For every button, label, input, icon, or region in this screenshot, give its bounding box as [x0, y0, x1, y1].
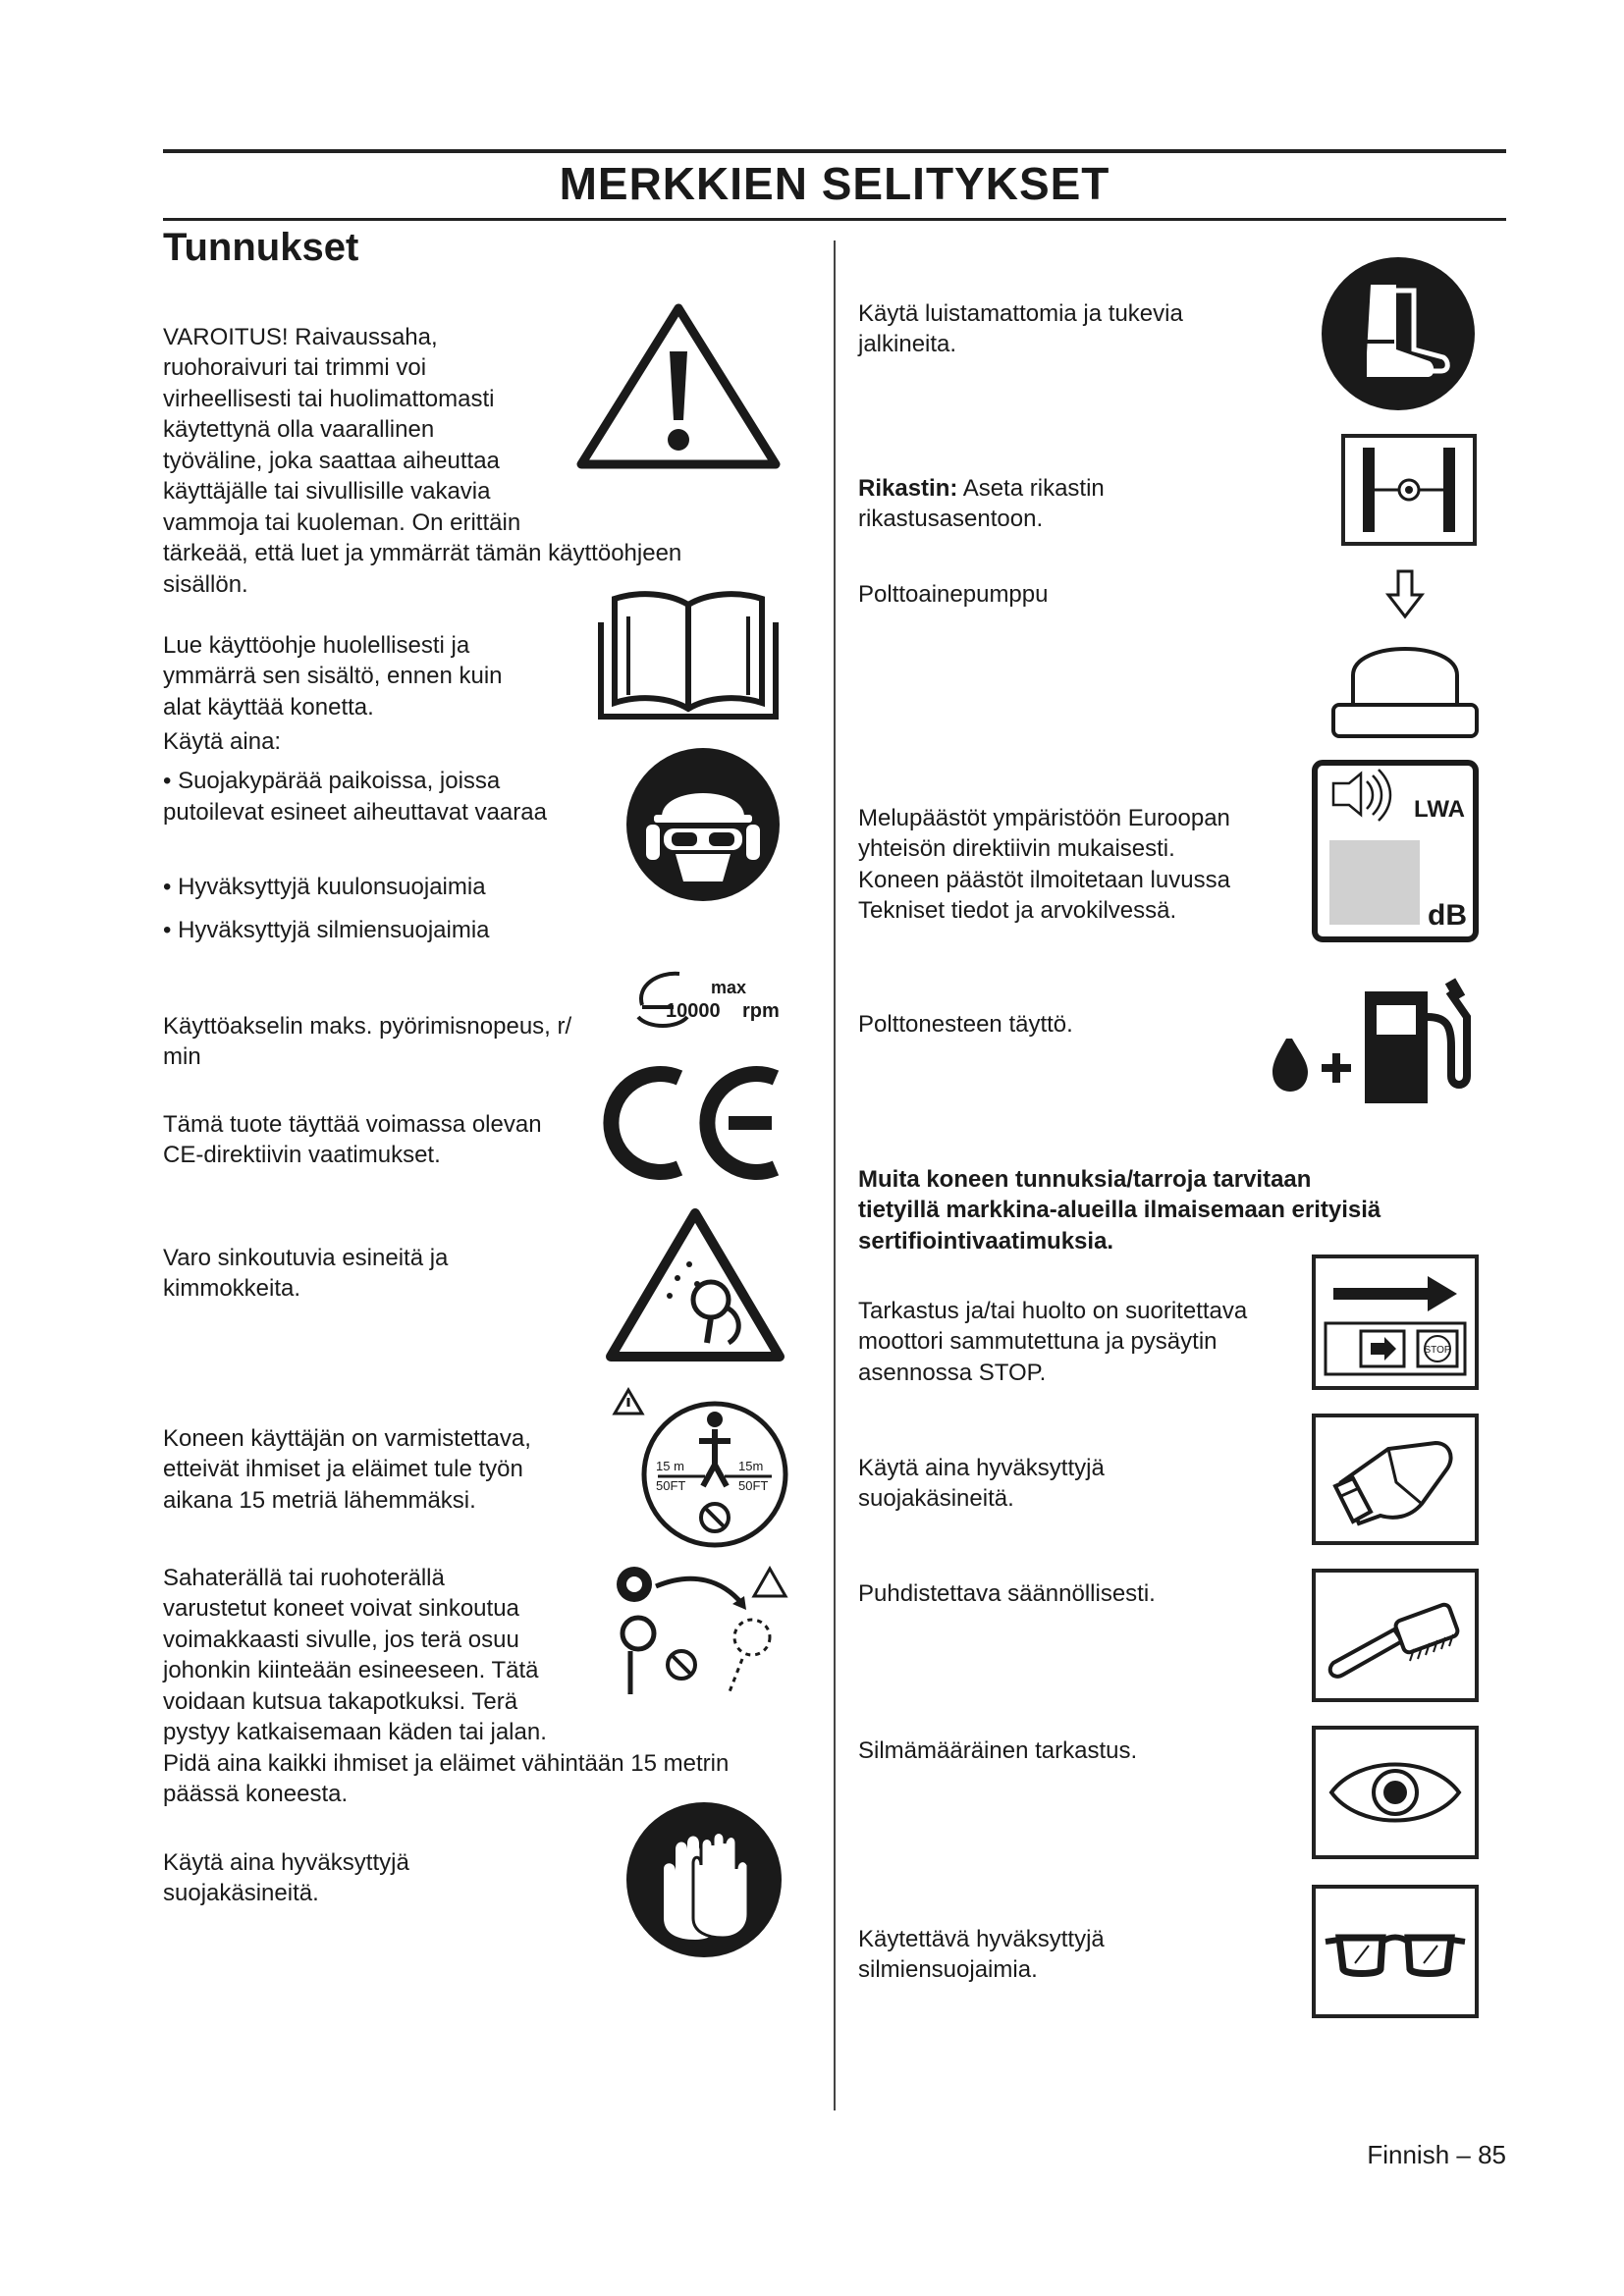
choke-icon — [1341, 434, 1477, 546]
visual-check-text: Silmämääräinen tarkastus. — [858, 1737, 1138, 1764]
glove-box-icon — [1312, 1414, 1479, 1545]
boots-icon — [1320, 255, 1477, 412]
section-heading: Tunnukset — [163, 226, 359, 269]
column-divider — [834, 240, 836, 2110]
manual-text: Lue käyttöohje huolellisesti ja ymmärrä sen sisältö, ennen kuin alat käyttää konetta. — [163, 631, 503, 721]
distance-m-right: 15m — [738, 1459, 764, 1473]
noise-text: Melupäästöt ympäristöön Euroopan yhteisön direktiivin mukaisesti. Koneen päästöt ilmoitetaan luvussa Tekniset tiedot ja arvokilvessä. — [858, 804, 1230, 924]
page-title: MERKKIEN SELITYKSET — [559, 158, 1110, 209]
distance-m-left: 15 m — [656, 1459, 684, 1473]
top-rule — [163, 149, 1506, 153]
ce-mark-icon — [609, 1064, 785, 1182]
thrown-objects-icon — [605, 1205, 785, 1362]
boots-text: Käytä luistamattomia ja tukevia jalkineita. — [858, 299, 1183, 357]
stop-label: STOP — [1424, 1345, 1451, 1356]
lwa-label: LWA — [1414, 796, 1465, 823]
eye-protection-text: Käytettävä hyväksyttyjä silmiensuojaimia. — [858, 1925, 1105, 1983]
kickback-text: Sahaterällä tai ruohoterällä varustetut koneet voivat sinkoutua voimakkaasti sivulle, jos terä osuu johonkin kiinteään esineeseen. Tätä voidaan kutsua takapotkuksi. Terä pystyy katkaisemaan käden tai jalan. Pidä aina kaikki ihmiset ja eläimet vähintään 15 metrin päässä koneesta. — [163, 1564, 730, 1807]
eye-icon — [1312, 1726, 1479, 1859]
rpm-unit: rpm — [742, 1000, 780, 1022]
stop-check-text: Tarkastus ja/tai huolto on suoritettava moottori sammutettuna ja pysäytin asennossa STOP. — [858, 1297, 1248, 1386]
title-underline — [163, 218, 1506, 221]
max-speed-text: Käyttöakselin maks. pyörimisnopeus, r/ min — [163, 1012, 572, 1070]
max-label: max — [711, 978, 747, 997]
protective-gear-icon — [624, 746, 782, 903]
market-note: Muita koneen tunnuksia/tarroja tarvitaan tietyillä markkina-alueilla ilmaisemaan erityisiä sertifiointivaatimuksia. — [858, 1165, 1381, 1255]
refuel-text: Polttonesteen täyttö. — [858, 1011, 1073, 1038]
brush-icon — [1312, 1569, 1479, 1702]
protection-bullet-1: • Suojakypärää paikoissa, joissa putoilevat esineet aiheuttavat vaaraa — [163, 768, 547, 826]
gloves-box-text: Käytä aina hyväksyttyjä suojakäsineitä. — [858, 1454, 1105, 1512]
distance-ft-left: 50FT — [656, 1478, 686, 1493]
warning-text: VAROITUS! Raivaussaha, ruohoraivuri tai trimmi voi virheellisesti tai huolimattomasti käytettynä olla vaarallinen työväline, joka saattaa aiheuttaa käyttäjälle tai sivullisille vakavia vammoja tai kuoleman. On erittäin tärkeää, että luet ja ymmärrät tämän käyttöohjeen sisällön. — [163, 323, 682, 598]
rpm-value: 10000 — [666, 1000, 721, 1022]
choke-label: Rikastin: — [858, 474, 958, 502]
fuel-pump-text: Polttoainepumppu — [858, 581, 1049, 608]
gloves-text: Käytä aina hyväksyttyjä suojakäsineitä. — [163, 1848, 409, 1906]
stop-switch-icon — [1312, 1255, 1479, 1390]
warning-triangle-icon — [575, 302, 782, 469]
distance-ft-right: 50FT — [738, 1478, 769, 1493]
protection-bullet-3: • Hyväksyttyjä silmiensuojaimia — [163, 917, 490, 943]
kickback-icon — [605, 1557, 787, 1704]
clean-text: Puhdistettava säännöllisesti. — [858, 1580, 1156, 1607]
glasses-icon — [1312, 1885, 1479, 2018]
open-book-icon — [595, 587, 782, 722]
safety-distance-icon — [611, 1386, 787, 1553]
thrown-objects-text: Varo sinkoutuvia esineitä ja kimmokkeita. — [163, 1244, 449, 1302]
safety-distance-text: Koneen käyttäjän on varmistettava, etteivät ihmiset ja eläimet tule työn aikana 15 metriä lähemmäksi. — [163, 1424, 531, 1514]
ce-text: Tämä tuote täyttää voimassa olevan CE-direktiivin vaatimukset. — [163, 1110, 542, 1168]
db-label: dB — [1428, 899, 1467, 932]
protection-intro: Käytä aina: — [163, 728, 282, 755]
protection-bullet-2: • Hyväksyttyjä kuulonsuojaimia — [163, 874, 486, 900]
page-footer: Finnish – 85 — [1367, 2140, 1506, 2169]
noise-emission-icon — [1312, 760, 1479, 942]
refuel-icon — [1267, 958, 1479, 1107]
choke-text: Rikastin: Aseta rikastin rikastusasentoon. — [858, 474, 1105, 532]
fuel-pump-icon — [1329, 567, 1481, 740]
gloves-icon — [624, 1800, 784, 1959]
max-speed-icon — [628, 966, 785, 1037]
